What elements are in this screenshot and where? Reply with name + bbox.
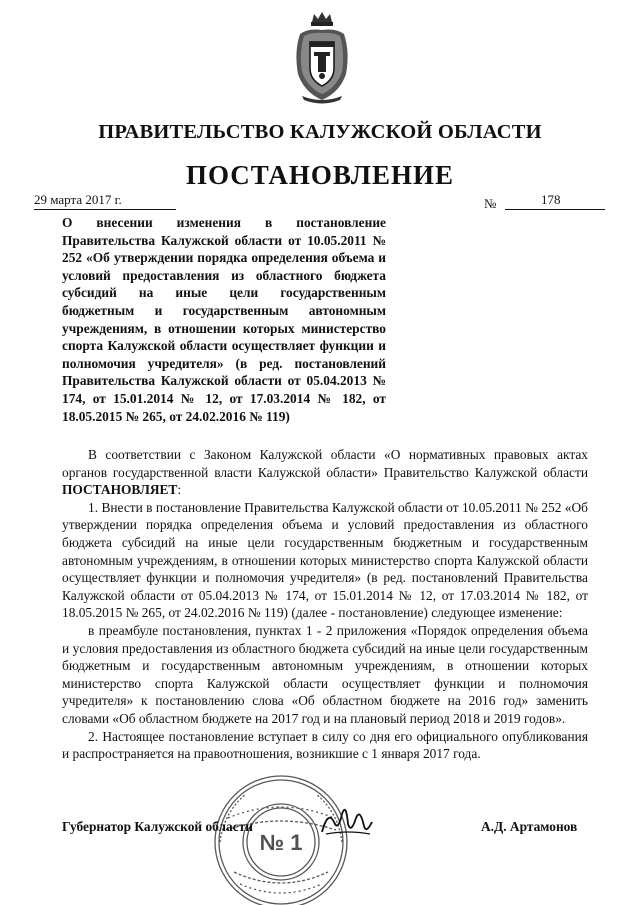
document-date: 29 марта 2017 г.	[34, 192, 176, 210]
preamble-colon: :	[177, 482, 182, 498]
decree-word: ПОСТАНОВЛЯЕТ	[62, 482, 178, 498]
preamble-paragraph	[62, 446, 588, 499]
document-body	[62, 446, 588, 763]
document-subject: О внесении изменения в постановление Правительства Калужской области от 10.05.2011 № 252 «Об утверждении порядка определения объема и условий предоставления из областного бюджета субсидий на иные цели государственным бюджетным и государственным автономным учреждениям, в отношении которых министерство спорта Калужской области осуществляет функции и полномочия учредителя» (в ред. постановлений Правительства Калужской области от 05.04.2013 № 174, от 15.01.2014 № 12, от 17.03.2014 № 182, от 18.05.2015 № 265, от 24.02.2016 № 119)	[62, 215, 386, 424]
handwritten-signature-icon	[318, 804, 374, 840]
item-1-change-paragraph: в преамбуле постановления, пунктах 1 - 2 приложения «Порядок определения объема и условия предоставления из областного бюджета субсидий на иные цели государственным бюджетным и государственным автономным учреждениям, в отношении которых министерство спорта Калужской области осуществляет функции и полномочия учредителя» к постановлению слова «Об областном бюджете на 2016 год» заменить словами «Об областном бюджете на 2017 год и на плановый период 2018 и 2019 годов».	[62, 622, 588, 726]
coat-of-arms-icon	[292, 12, 352, 104]
signer-name: А.Д. Артамонов	[481, 819, 578, 834]
preamble-text: В соответствии с Законом Калужской области «О нормативных правовых актах органов государственной власти Калужской области» Правительство Калужской области	[62, 447, 588, 480]
signer-title: Губернатор Калужской области	[62, 819, 253, 834]
stamp-number: № 1	[259, 830, 303, 855]
government-name: ПРАВИТЕЛЬСТВО КАЛУЖСКОЙ ОБЛАСТИ	[98, 121, 542, 143]
document-type: ПОСТАНОВЛЕНИЕ	[185, 160, 455, 190]
item-2-paragraph: 2. Настоящее постановление вступает в силу со дня его официального опубликования и распространяется на правоотношения, возникшие с 1 января 2017 года.	[62, 728, 588, 762]
item-1-paragraph: 1. Внести в постановление Правительства Калужской области от 10.05.2011 № 252 «Об утверждении порядка определения объема и условий предоставления из областного бюджета субсидий на иные цели государственным бюджетным и государственным автономным учреждениям, в отношении которых министерство спорта Калужской области осуществляет функции и полномочия учредителя» (в ред. постановлений Правительства Калужской области от 05.04.2013 № 174, от 15.01.2014 № 12, от 17.03.2014 № 182, от 18.05.2015 № 265, от 24.02.2016 № 119) (далее - постановление) следующее изменение:	[62, 499, 588, 621]
document-number: 178	[505, 192, 605, 210]
number-sign: №	[484, 196, 497, 211]
